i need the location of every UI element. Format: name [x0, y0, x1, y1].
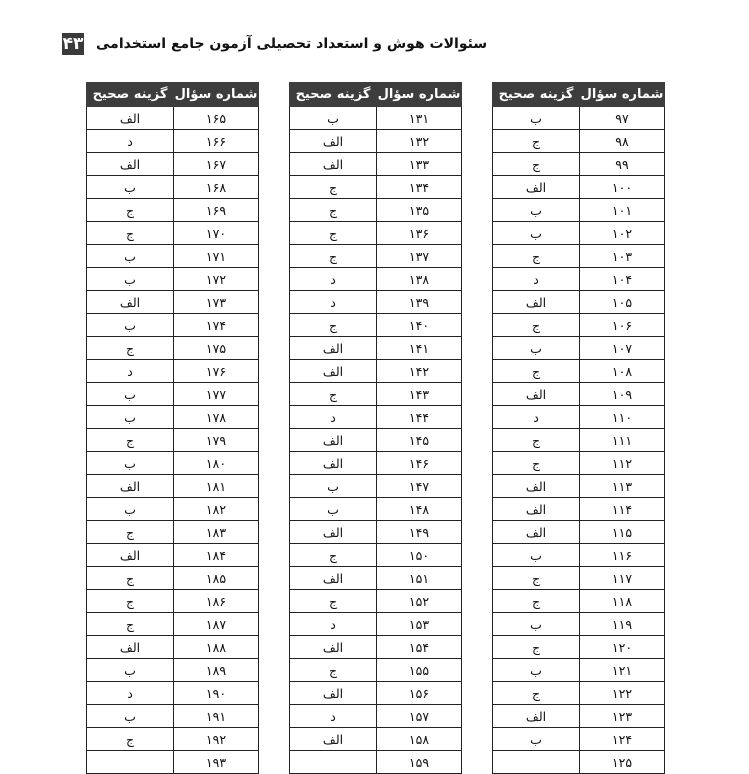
- question-number-cell: ۱۷۰: [174, 222, 259, 245]
- answer-cell: ب: [87, 498, 174, 521]
- question-number-cell: ۱۵۳: [377, 613, 462, 636]
- answer-cell: الف: [493, 475, 580, 498]
- answer-cell: الف: [493, 291, 580, 314]
- column-header-number: شماره سؤال: [377, 83, 462, 107]
- answer-cell: د: [87, 682, 174, 705]
- table-row: [493, 682, 665, 705]
- answer-cell: ج: [493, 153, 580, 176]
- table-row: [290, 130, 462, 153]
- answer-cell: ج: [493, 636, 580, 659]
- table-row: [87, 659, 259, 682]
- answer-cell: د: [493, 406, 580, 429]
- table-row: [290, 751, 462, 774]
- answer-cell: ج: [87, 337, 174, 360]
- answer-cell: [290, 751, 377, 774]
- answer-cell: ج: [290, 222, 377, 245]
- table-row: [87, 245, 259, 268]
- table-row: [87, 314, 259, 337]
- table-row: [493, 107, 665, 130]
- answer-cell: ج: [493, 429, 580, 452]
- answer-cell: د: [290, 291, 377, 314]
- question-number-cell: ۱۲۵: [580, 751, 665, 774]
- table-row: [87, 521, 259, 544]
- answer-cell: ج: [87, 567, 174, 590]
- question-number-cell: ۱۴۳: [377, 383, 462, 406]
- answer-cell: ب: [290, 107, 377, 130]
- answer-cell: ج: [493, 314, 580, 337]
- table-row: [290, 268, 462, 291]
- table-row: [493, 222, 665, 245]
- question-number-cell: ۱۰۹: [580, 383, 665, 406]
- question-number-cell: ۱۴۵: [377, 429, 462, 452]
- question-number-cell: ۱۱۶: [580, 544, 665, 567]
- answer-cell: ب: [493, 199, 580, 222]
- column-header-number: شماره سؤال: [174, 83, 259, 107]
- table-row: [290, 682, 462, 705]
- answer-cell: الف: [493, 705, 580, 728]
- answer-cell: الف: [290, 567, 377, 590]
- question-number-cell: ۱۱۰: [580, 406, 665, 429]
- answer-cell: ب: [87, 705, 174, 728]
- answer-cell: د: [290, 268, 377, 291]
- table-row: [493, 429, 665, 452]
- table-row: [290, 498, 462, 521]
- answer-cell: الف: [290, 360, 377, 383]
- column-header-answer: گزینه صحیح: [290, 83, 377, 107]
- answer-cell: الف: [493, 498, 580, 521]
- question-number-cell: ۱۳۸: [377, 268, 462, 291]
- table-row: [493, 268, 665, 291]
- table-row: [493, 521, 665, 544]
- table-row: [87, 222, 259, 245]
- answer-cell: الف: [493, 383, 580, 406]
- answer-cell: الف: [290, 337, 377, 360]
- question-number-cell: ۱۴۱: [377, 337, 462, 360]
- answer-cell: ب: [87, 406, 174, 429]
- question-number-cell: ۱۴۴: [377, 406, 462, 429]
- question-number-cell: ۹۸: [580, 130, 665, 153]
- answer-cell: ب: [87, 268, 174, 291]
- table-row: [87, 176, 259, 199]
- table-row: [493, 360, 665, 383]
- question-number-cell: ۱۸۸: [174, 636, 259, 659]
- question-number-cell: ۱۵۱: [377, 567, 462, 590]
- table-row: [493, 751, 665, 774]
- answer-cell: ب: [493, 222, 580, 245]
- answer-cell: الف: [87, 107, 174, 130]
- table-row: [290, 383, 462, 406]
- question-number-cell: ۱۱۱: [580, 429, 665, 452]
- question-number-cell: ۱۲۲: [580, 682, 665, 705]
- column-header-number: شماره سؤال: [580, 83, 665, 107]
- table-row: [493, 406, 665, 429]
- answer-cell: ب: [87, 245, 174, 268]
- answer-cell: ب: [493, 659, 580, 682]
- table-row: [290, 659, 462, 682]
- table-row: [290, 176, 462, 199]
- question-number-cell: ۱۹۱: [174, 705, 259, 728]
- answer-cell: الف: [290, 153, 377, 176]
- question-number-cell: ۹۷: [580, 107, 665, 130]
- table-row: [290, 153, 462, 176]
- question-number-cell: ۱۰۷: [580, 337, 665, 360]
- page-number: ۴۳: [62, 34, 84, 54]
- question-number-cell: ۱۲۳: [580, 705, 665, 728]
- question-number-cell: ۱۰۸: [580, 360, 665, 383]
- question-number-cell: ۱۷۸: [174, 406, 259, 429]
- answer-table-3: [86, 82, 259, 774]
- question-number-cell: ۱۷۳: [174, 291, 259, 314]
- table-row: [493, 153, 665, 176]
- question-number-cell: ۱۵۹: [377, 751, 462, 774]
- answer-cell: الف: [290, 636, 377, 659]
- answer-cell: الف: [87, 291, 174, 314]
- answer-cell: د: [87, 360, 174, 383]
- table-row: [87, 475, 259, 498]
- answer-cell: ج: [493, 245, 580, 268]
- question-number-cell: ۱۰۰: [580, 176, 665, 199]
- table-row: [87, 705, 259, 728]
- question-number-cell: ۱۱۵: [580, 521, 665, 544]
- question-number-cell: ۱۵۵: [377, 659, 462, 682]
- table-row: [290, 107, 462, 130]
- question-number-cell: ۱۸۷: [174, 613, 259, 636]
- answer-cell: ج: [290, 314, 377, 337]
- answer-cell: ج: [493, 360, 580, 383]
- answer-cell: الف: [290, 130, 377, 153]
- answer-cell: ب: [87, 176, 174, 199]
- table-row: [290, 429, 462, 452]
- question-number-cell: ۱۲۰: [580, 636, 665, 659]
- table-row: [87, 544, 259, 567]
- answer-cell: ب: [87, 659, 174, 682]
- question-number-cell: ۱۸۹: [174, 659, 259, 682]
- question-number-cell: ۱۳۷: [377, 245, 462, 268]
- table-row: [87, 291, 259, 314]
- table-row: [290, 521, 462, 544]
- answer-cell: الف: [87, 475, 174, 498]
- table-row: [87, 360, 259, 383]
- table-row: [493, 705, 665, 728]
- question-number-cell: ۱۴۷: [377, 475, 462, 498]
- question-number-cell: ۱۱۸: [580, 590, 665, 613]
- question-number-cell: ۱۷۹: [174, 429, 259, 452]
- question-number-cell: ۱۵۲: [377, 590, 462, 613]
- table-row: [493, 567, 665, 590]
- question-number-cell: ۱۶۵: [174, 107, 259, 130]
- table-row: [87, 728, 259, 751]
- table-row: [493, 176, 665, 199]
- question-number-cell: ۱۲۱: [580, 659, 665, 682]
- page-title: سئوالات هوش و استعداد تحصیلی آزمون جامع استخدامی: [96, 36, 488, 52]
- answer-cell: ب: [87, 452, 174, 475]
- answer-cell: الف: [290, 452, 377, 475]
- answer-cell: ب: [493, 544, 580, 567]
- table-row: [493, 728, 665, 751]
- table-row: [493, 659, 665, 682]
- table-row: [493, 383, 665, 406]
- table-row: [493, 590, 665, 613]
- table-row: [87, 751, 259, 774]
- question-number-cell: ۱۳۱: [377, 107, 462, 130]
- table-row: [290, 337, 462, 360]
- answer-cell: الف: [290, 521, 377, 544]
- table-row: [290, 636, 462, 659]
- question-number-cell: ۱۶۶: [174, 130, 259, 153]
- table-row: [87, 590, 259, 613]
- question-number-cell: ۱۹۳: [174, 751, 259, 774]
- answer-table-2: [289, 82, 462, 774]
- table-row: [290, 544, 462, 567]
- answer-cell: ج: [87, 590, 174, 613]
- question-number-cell: ۱۰۲: [580, 222, 665, 245]
- answer-cell: الف: [290, 429, 377, 452]
- answer-cell: ب: [290, 475, 377, 498]
- table-row: [87, 199, 259, 222]
- question-number-cell: ۱۹۰: [174, 682, 259, 705]
- table-row: [87, 613, 259, 636]
- answer-cell: ج: [290, 544, 377, 567]
- question-number-cell: ۹۹: [580, 153, 665, 176]
- table-row: [87, 636, 259, 659]
- table-row: [87, 268, 259, 291]
- table-row: [87, 337, 259, 360]
- question-number-cell: ۱۳۵: [377, 199, 462, 222]
- question-number-cell: ۱۷۷: [174, 383, 259, 406]
- answer-cell: ج: [290, 176, 377, 199]
- question-number-cell: ۱۷۴: [174, 314, 259, 337]
- question-number-cell: ۱۳۹: [377, 291, 462, 314]
- answer-cell: د: [290, 613, 377, 636]
- table-row: [290, 590, 462, 613]
- answer-cell: الف: [87, 153, 174, 176]
- question-number-cell: ۱۵۰: [377, 544, 462, 567]
- table-row: [290, 222, 462, 245]
- table-row: [87, 567, 259, 590]
- answer-cell: ج: [290, 245, 377, 268]
- question-number-cell: ۱۱۷: [580, 567, 665, 590]
- question-number-cell: ۱۰۳: [580, 245, 665, 268]
- answer-cell: ج: [87, 222, 174, 245]
- table-row: [87, 452, 259, 475]
- table-row: [290, 291, 462, 314]
- question-number-cell: ۱۶۷: [174, 153, 259, 176]
- question-number-cell: ۱۲۴: [580, 728, 665, 751]
- answer-cell: ج: [290, 199, 377, 222]
- table-row: [290, 613, 462, 636]
- table-row: [493, 291, 665, 314]
- question-number-cell: ۱۴۹: [377, 521, 462, 544]
- question-number-cell: ۱۶۹: [174, 199, 259, 222]
- answer-cell: ج: [290, 659, 377, 682]
- answer-cell: ج: [87, 613, 174, 636]
- question-number-cell: ۱۸۵: [174, 567, 259, 590]
- question-number-cell: ۱۸۱: [174, 475, 259, 498]
- table-row: [493, 636, 665, 659]
- answer-cell: الف: [87, 636, 174, 659]
- question-number-cell: ۱۱۳: [580, 475, 665, 498]
- question-number-cell: ۱۴۸: [377, 498, 462, 521]
- table-row: [290, 314, 462, 337]
- table-row: [290, 705, 462, 728]
- table-row: [493, 498, 665, 521]
- table-row: [493, 337, 665, 360]
- table-row: [87, 130, 259, 153]
- question-number-cell: ۱۵۷: [377, 705, 462, 728]
- answer-cell: ب: [87, 383, 174, 406]
- answer-cell: ج: [87, 199, 174, 222]
- table-row: [493, 314, 665, 337]
- answer-cell: ج: [493, 682, 580, 705]
- answer-cell: ج: [493, 567, 580, 590]
- answer-cell: ج: [290, 383, 377, 406]
- answer-table-1: [492, 82, 665, 774]
- question-number-cell: ۱۴۰: [377, 314, 462, 337]
- question-number-cell: ۱۷۲: [174, 268, 259, 291]
- table-row: [493, 130, 665, 153]
- table-row: [493, 544, 665, 567]
- page-header: [62, 33, 487, 55]
- answer-cell: الف: [493, 521, 580, 544]
- table-row: [87, 406, 259, 429]
- question-number-cell: ۱۸۴: [174, 544, 259, 567]
- answer-cell: الف: [290, 728, 377, 751]
- answer-cell: ب: [493, 613, 580, 636]
- answer-cell: ج: [87, 429, 174, 452]
- question-number-cell: ۱۸۰: [174, 452, 259, 475]
- question-number-cell: ۱۵۴: [377, 636, 462, 659]
- answer-cell: ب: [290, 498, 377, 521]
- answer-cell: الف: [290, 682, 377, 705]
- table-row: [290, 475, 462, 498]
- question-number-cell: ۱۴۶: [377, 452, 462, 475]
- answer-cell: ج: [87, 728, 174, 751]
- question-number-cell: ۱۰۱: [580, 199, 665, 222]
- table-row: [493, 245, 665, 268]
- column-header-answer: گزینه صحیح: [493, 83, 580, 107]
- answer-cell: ج: [493, 590, 580, 613]
- answer-cell: الف: [493, 176, 580, 199]
- question-number-cell: ۱۵۶: [377, 682, 462, 705]
- question-number-cell: ۱۷۵: [174, 337, 259, 360]
- table-row: [290, 199, 462, 222]
- table-row: [493, 452, 665, 475]
- question-number-cell: ۱۱۴: [580, 498, 665, 521]
- table-row: [290, 728, 462, 751]
- table-row: [493, 613, 665, 636]
- question-number-cell: ۱۷۶: [174, 360, 259, 383]
- question-number-cell: ۱۹۲: [174, 728, 259, 751]
- answer-cell: د: [87, 130, 174, 153]
- question-number-cell: ۱۰۶: [580, 314, 665, 337]
- question-number-cell: ۱۳۴: [377, 176, 462, 199]
- question-number-cell: ۱۸۳: [174, 521, 259, 544]
- question-number-cell: ۱۳۶: [377, 222, 462, 245]
- answer-cell: ب: [493, 337, 580, 360]
- question-number-cell: ۱۶۸: [174, 176, 259, 199]
- table-row: [290, 245, 462, 268]
- answer-cell: ج: [87, 521, 174, 544]
- table-row: [290, 360, 462, 383]
- answer-cell: ب: [493, 107, 580, 130]
- table-row: [290, 567, 462, 590]
- table-row: [87, 383, 259, 406]
- question-number-cell: ۱۱۲: [580, 452, 665, 475]
- answer-cell: ب: [493, 728, 580, 751]
- answer-cell: [493, 751, 580, 774]
- table-row: [290, 452, 462, 475]
- answer-cell: ب: [87, 314, 174, 337]
- table-row: [87, 682, 259, 705]
- answer-cell: الف: [87, 544, 174, 567]
- answer-cell: د: [493, 268, 580, 291]
- column-header-answer: گزینه صحیح: [87, 83, 174, 107]
- table-row: [493, 199, 665, 222]
- question-number-cell: ۱۵۸: [377, 728, 462, 751]
- table-row: [87, 153, 259, 176]
- question-number-cell: ۱۳۲: [377, 130, 462, 153]
- table-row: [87, 107, 259, 130]
- question-number-cell: ۱۰۴: [580, 268, 665, 291]
- table-row: [87, 429, 259, 452]
- answer-cell: د: [290, 705, 377, 728]
- answer-cell: ج: [493, 452, 580, 475]
- answer-cell: ج: [290, 590, 377, 613]
- question-number-cell: ۱۸۶: [174, 590, 259, 613]
- question-number-cell: ۱۴۲: [377, 360, 462, 383]
- question-number-cell: ۱۸۲: [174, 498, 259, 521]
- question-number-cell: ۱۰۵: [580, 291, 665, 314]
- table-row: [87, 498, 259, 521]
- answer-cell: د: [290, 406, 377, 429]
- answer-cell: [87, 751, 174, 774]
- question-number-cell: ۱۷۱: [174, 245, 259, 268]
- table-row: [493, 475, 665, 498]
- question-number-cell: ۱۱۹: [580, 613, 665, 636]
- question-number-cell: ۱۳۳: [377, 153, 462, 176]
- table-row: [290, 406, 462, 429]
- answer-cell: ج: [493, 130, 580, 153]
